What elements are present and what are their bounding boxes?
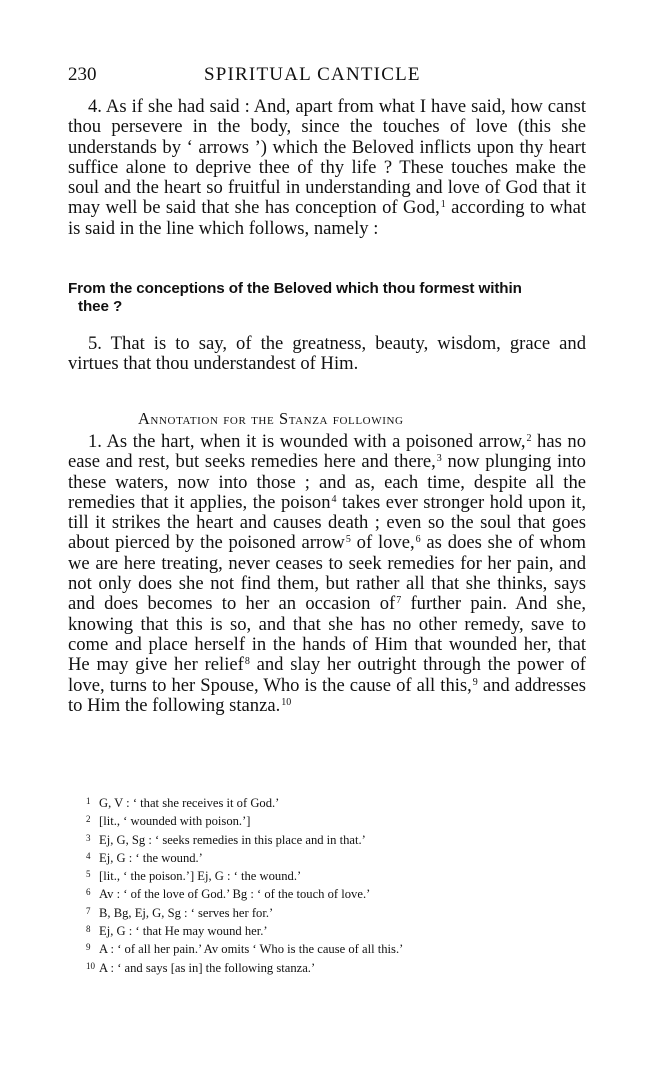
footnote-mark: 7 xyxy=(86,905,91,916)
footnote-text: G, V : ‘ that she receives it of God.’ xyxy=(99,796,280,810)
annotation-text: further pain. And she, knowing that this is so, and that she has no other remedy, save to come and place herself in the hands of Him that wounded her, that He may give her relief xyxy=(68,593,586,676)
footnote xyxy=(86,958,566,976)
footnote-text: Ej, G : ‘ the wound.’ xyxy=(99,850,203,865)
footnotes xyxy=(86,793,566,976)
annotation-text: now plunging into these waters, now into those ; and as, each time, despite all the remedies that it applies, the poison xyxy=(68,451,586,513)
annotation-text: and addresses to Him the following stanza. xyxy=(68,674,586,716)
annotation-text: has no ease and rest, but seeks remedies here and there, xyxy=(68,431,586,473)
annotation-paragraph xyxy=(68,432,586,716)
footnote xyxy=(86,830,566,848)
footnote-text: [lit., ‘ the poison.’] Ej, G : ‘ the wound.’ xyxy=(99,869,302,884)
footnote xyxy=(86,921,566,939)
paragraph-5: 5. That is to say, of the greatness, beauty, wisdom, grace and virtues that thou understandest of Him. xyxy=(68,333,586,375)
footnote-ref-10[interactable]: 10 xyxy=(281,696,292,708)
running-head xyxy=(68,64,588,88)
annotation-text: and slay her outright through the power of love, turns to her Spouse, Who is the cause of all this, xyxy=(68,654,587,696)
footnote-mark: 3 xyxy=(86,832,91,843)
footnote-ref-4[interactable]: 4 xyxy=(331,493,337,505)
footnote-text: A : ‘ and says [as in] the following stanza.’ xyxy=(99,960,316,975)
verse-line xyxy=(68,280,586,316)
footnote-ref-7[interactable]: 7 xyxy=(396,595,402,607)
footnote-text: Av : ‘ of the love of God.’ Bg : ‘ of the touch of love.’ xyxy=(99,887,371,902)
footnote-text: Ej, G, Sg : ‘ seeks remedies in this place and in that.’ xyxy=(99,832,366,847)
footnote xyxy=(86,903,566,921)
footnote-text: B, Bg, Ej, G, Sg : ‘ serves her for.’ xyxy=(99,905,274,920)
footnote-mark: 6 xyxy=(86,887,91,898)
annotation-text: as does she of whom we are here treating, never ceases to seek remedies for her pain, and not only does she not find them, but rather all that she thinks, says and does becomes to her an occasion of xyxy=(68,532,586,615)
footnote xyxy=(86,811,566,829)
footnote-text: [lit., ‘ wounded with poison.’] xyxy=(99,814,251,829)
footnote-ref-9[interactable]: 9 xyxy=(472,676,478,688)
footnote-mark: 8 xyxy=(86,924,91,935)
footnote-ref-2[interactable]: 2 xyxy=(526,433,532,444)
paragraph-4-text-cont: according to what is said in the line which follows, namely : xyxy=(68,197,586,239)
footnote-ref-8[interactable]: 8 xyxy=(244,656,250,668)
footnote-text: Ej, G : ‘ that He may wound her.’ xyxy=(99,924,268,939)
footnote xyxy=(86,866,566,884)
verse-line-1: From the conceptions of the Beloved which thou formest within xyxy=(68,280,522,297)
footnote-mark: 2 xyxy=(86,814,91,825)
annotation-text: takes ever stronger hold upon it, till it strikes the heart and causes death ; even so the soul that goes about pierced by the poisoned arrow xyxy=(68,491,586,554)
footnote xyxy=(86,884,566,902)
footnote xyxy=(86,939,566,957)
footnote-ref-5[interactable]: 5 xyxy=(345,534,351,546)
footnote-mark: 4 xyxy=(86,850,91,861)
page-number: 230 xyxy=(68,64,97,85)
footnote-mark: 10 xyxy=(86,960,95,971)
footnote-text: A : ‘ of all her pain.’ Av omits ‘ Who is the cause of all this.’ xyxy=(99,942,404,957)
footnote-ref-1[interactable]: 1 xyxy=(440,199,446,211)
paragraph-4 xyxy=(68,97,586,239)
footnote-ref-6[interactable]: 6 xyxy=(415,534,421,546)
paragraph-4-text: 4. As if she had said : And, apart from what I have said, how canst thou persevere in the body, since the touches of love (this she understands by ‘ arrows ’) which the Beloved inflicts upon thy heart suffice alone to deprive thee of thy life ? These touches make the soul and the heart so fruitful in understanding and love of God that it may well be said that she has conception of God, xyxy=(68,96,586,219)
footnote-mark: 9 xyxy=(86,942,91,953)
annotation-text: 1. As the hart, when it is wounded with a poisoned arrow, xyxy=(88,431,526,452)
running-title: SPIRITUAL CANTICLE xyxy=(204,64,421,85)
footnote-mark: 1 xyxy=(86,796,91,806)
annotation-text: of love, xyxy=(350,532,415,554)
footnote xyxy=(86,793,566,811)
annotation-heading: Annotation for the Stanza following xyxy=(138,409,404,428)
footnote xyxy=(86,848,566,866)
footnote-mark: 5 xyxy=(86,869,91,880)
verse-line-2: thee ? xyxy=(78,298,123,315)
footnote-ref-3[interactable]: 3 xyxy=(436,453,442,465)
